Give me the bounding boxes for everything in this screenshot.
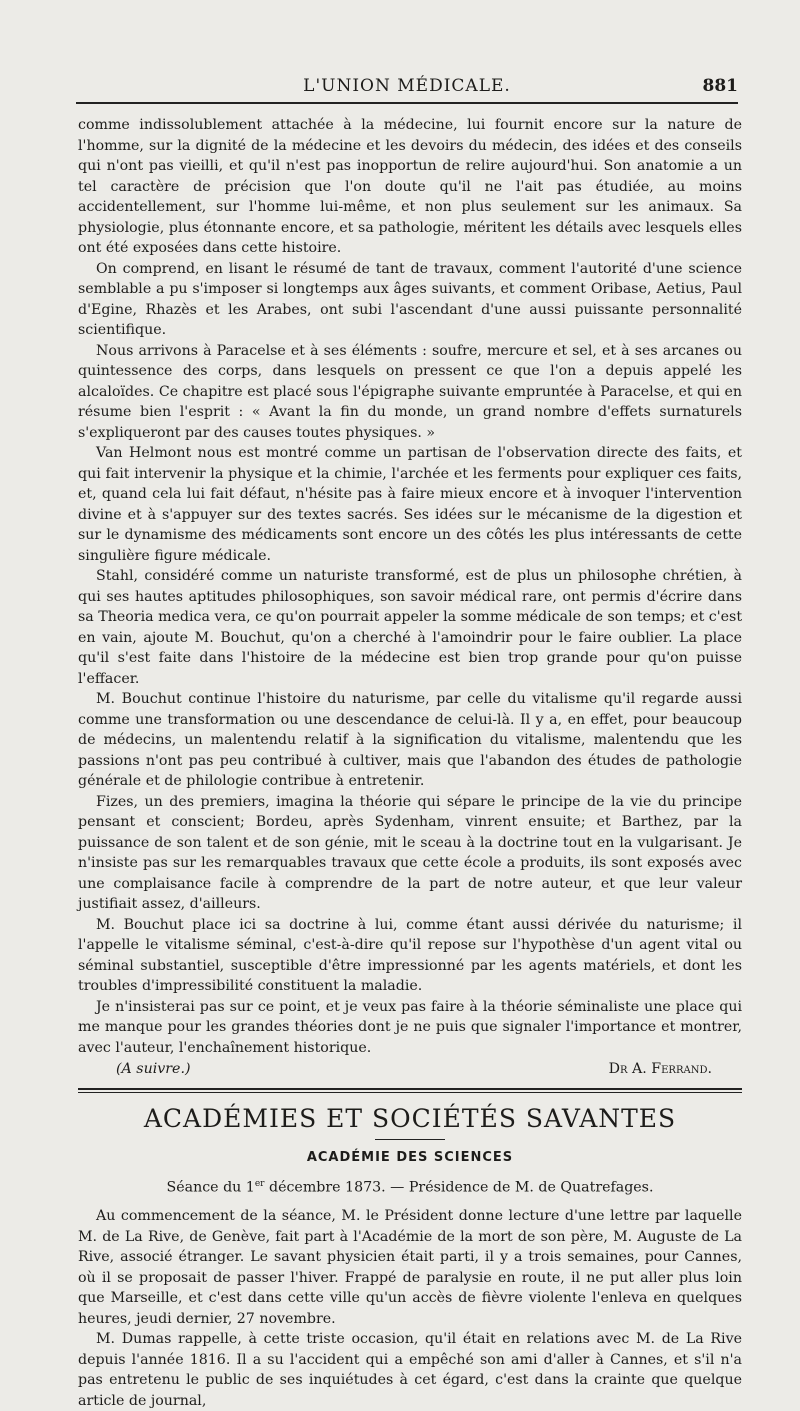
title-underline <box>375 1139 445 1140</box>
seance-line <box>78 1174 742 1198</box>
paragraph: M. Dumas rappelle, à cette triste occasion, qu'il était en relations avec M. de La Rive depuis l'année 1816. Il a su l'accident qui a empêché son ami d'aller à Cannes, et s'il n'a pas entretenu le public de ses inquiétudes à cet égard, c'est dans la crainte que quelque article de journal, <box>78 1331 742 1409</box>
paragraph: M. Bouchut continue l'histoire du naturisme, par celle du vitalisme qu'il regarde aussi comme une transformation ou une descendance de celui-là. Il y a, en effet, pour beaucoup de médecins, un malentendu relatif à la signification du vitalisme, malentendu que les passions n'ont pas peu contribué à cultiver, mais que l'abandon des études de pathologie générale et de philologie contribue à entretenir. <box>78 691 742 789</box>
paragraph: comme indissolublement attachée à la médecine, lui fournit encore sur la nature de l'homme, sur la dignité de la médecine et les devoirs du médecin, des idées et des conseils qui n'ont pas vieilli, et qu'il n'est pas inopportun de relire aujourd'hui. Son anatomie a un tel caractère de précision que l'on doute qu'il ne l'ait pas étudiée, au moins accidentellement, sur l'homme lui-même, et non plus seulement sur les animaux. Sa physiologie, plus étonnante encore, et sa pathologie, méritent les détails avec lesquels elles ont été exposées dans cette histoire. <box>78 117 742 256</box>
seance-sup: er <box>254 1179 265 1189</box>
paragraph: Je n'insisterai pas sur ce point, et je veux pas faire à la théorie séminaliste une place qui me manque pour les grandes théories dont je ne puis que signaler l'importance et montrer, avec l'auteur, l'enchaînement historique. <box>78 998 742 1056</box>
section-title: ACADÉMIES ET SOCIÉTÉS SAVANTES <box>143 1103 677 1133</box>
section-rule <box>78 1088 742 1093</box>
page-number: 881 <box>702 76 738 96</box>
paragraph: Fizes, un des premiers, imagina la théorie qui sépare le principe de la vie du principe pensant et conscient; Bordeu, après Sydenham, vinrent ensuite; et Barthez, par la puissance de son talent et de son génie, mit le sceau à la doctrine tout en la vulgarisant. Je n'insiste pas sur les remarquables travaux que cette école a produits, ils sont exposés avec une complaisance facile à comprendre de la part de notre auteur, et que leur valeur justifiait assez, d'ailleurs. <box>78 793 742 912</box>
paragraph: Au commencement de la séance, M. le Président donne lecture d'une lettre par laquelle M. de La Rive, de Genève, fait part à l'Académie de la mort de son père, M. Auguste de La Rive, associé étranger. Le savant physicien était parti, il y a trois semaines, pour Cannes, où il se proposait de passer l'hiver. Frappé de paralysie en route, il ne put aller plus loin que Marseille, et c'est dans cette ville qu'un accès de fièvre violente l'enleva en quelques heures, jeudi dernier, 27 novembre. <box>78 1208 742 1327</box>
paragraph: On comprend, en lisant le résumé de tant de travaux, comment l'autorité d'une science semblable a pu s'imposer si longtemps aux âges suivants, et comment Oribase, Aetius, Paul d'Egine, Rhazès et les Arabes, ont subi l'ascendant d'une aussi puissante personnalité scientifique. <box>78 260 742 338</box>
seance-rest: décembre 1873. — Présidence de M. de Quatrefages. <box>264 1179 654 1196</box>
running-header <box>76 72 738 102</box>
paragraph: Nous arrivons à Paracelse et à ses éléments : soufre, mercure et sel, et à ses arcanes ou quintessence des corps, dans lesquels on pressent ce que l'on a depuis appelé les alcaloïdes. Ce chapitre est placé sous l'épigraphe suivante empruntée à Paracelse, et qui en résume bien l'esprit : « Avant la fin du monde, un grand nombre d'effets surnaturels s'expliqueront par des causes toutes physiques. » <box>78 342 742 441</box>
seance-prefix: Séance du 1 <box>166 1179 255 1196</box>
journal-title: L'UNION MÉDICALE. <box>303 76 511 96</box>
article-body <box>78 115 742 1411</box>
header-rule <box>76 102 738 104</box>
author-signature: Dr A. Ferrand. <box>608 1061 712 1077</box>
paragraph: Van Helmont nous est montré comme un partisan de l'observation directe des faits, et qui fait intervenir la physique et la chimie, l'archée et les ferments pour expliquer ces faits, et, quand cela lui fait défaut, n'hésite pas à faire mieux encore et à invoquer l'intervention divine et à s'appuyer sur des textes sacrés. Ses idées sur le mécanisme de la digestion et sur le dynamisme des médicaments sont encore un des côtés les plus intéressants de cette singulière figure médicale. <box>78 445 742 564</box>
signature-line <box>78 1059 742 1080</box>
paragraph: M. Bouchut place ici sa doctrine à lui, comme étant aussi dérivée du naturisme; il l'appelle le vitalisme séminal, c'est-à-dire qu'il repose sur l'hypothèse d'un agent vital ou séminal substantiel, susceptible d'être impressionné par les agents matériels, et dont les troubles d'impressibilité constituent la maladie. <box>78 916 742 994</box>
section-subtitle: ACADÉMIE DES SCIENCES <box>306 1149 514 1165</box>
continuation-note: (A suivre.) <box>116 1061 191 1077</box>
paragraph: Stahl, considéré comme un naturiste transformé, est de plus un philosophe chrétien, à qui ses hautes aptitudes philosophiques, son savoir médical rare, ont permis d'écrire dans sa Theoria medica vera, ce qu'on pourrait appeler la somme médicale de son temps; et c'est en vain, ajoute M. Bouchut, qu'on a cherché à l'amoindrir pour le faire oublier. La place qu'il s'est faite dans l'histoire de la médecine est bien trop grande pour qu'on puisse l'effacer. <box>78 568 743 687</box>
